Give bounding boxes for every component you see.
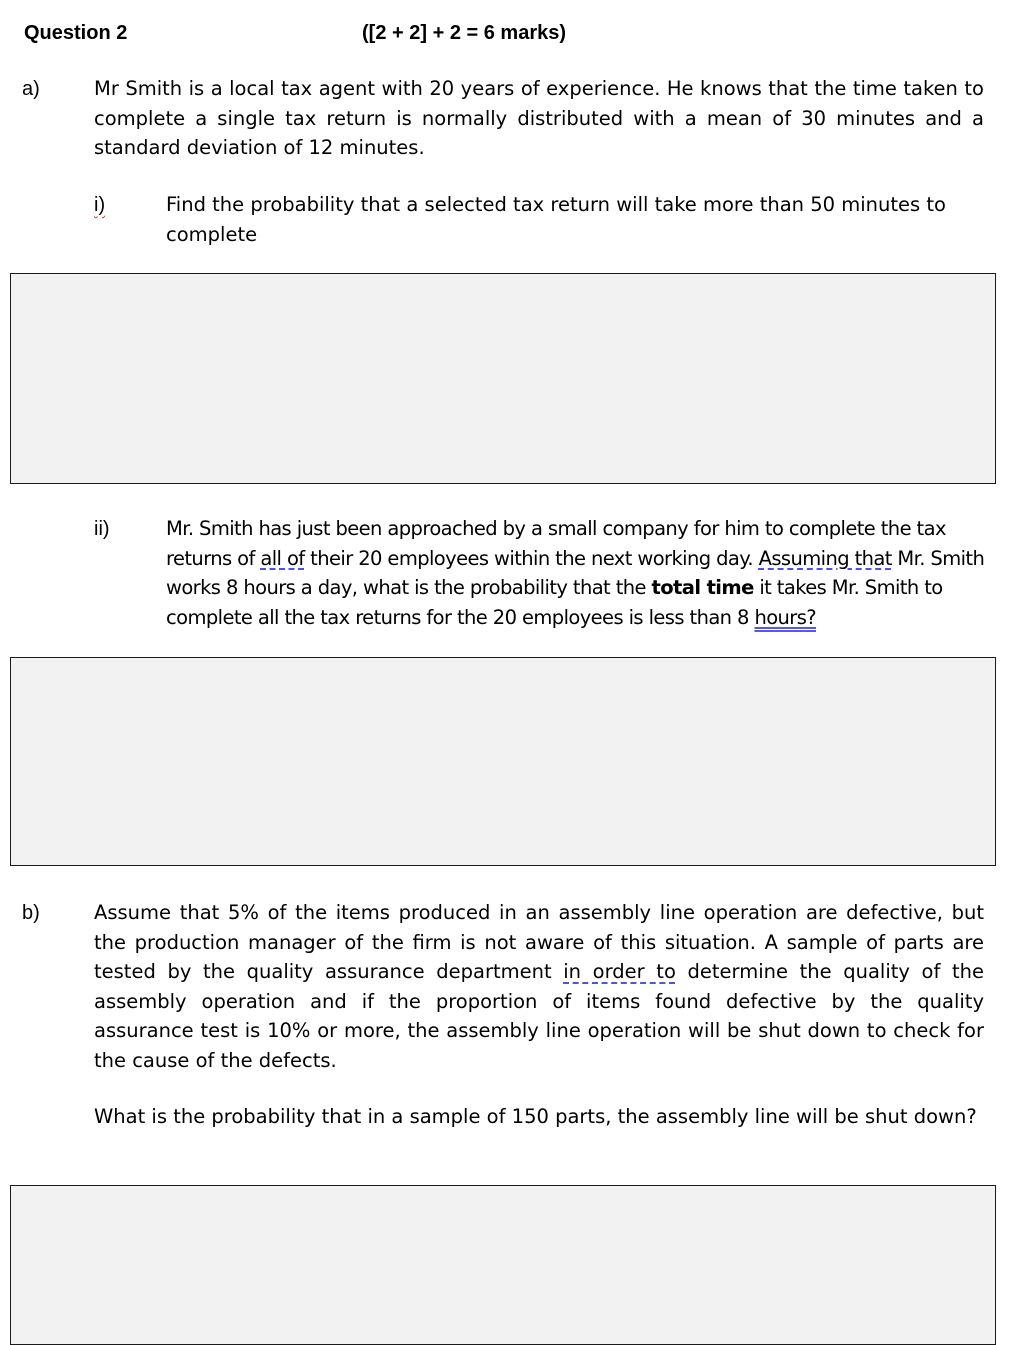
sub-ii-text-all-of: all of — [260, 546, 305, 570]
part-b-paragraph-2: What is the probability that in a sample of 150 parts, the assembly line will be shut down? — [94, 1105, 977, 1128]
question-title: Question 2 — [24, 22, 128, 44]
sub-ii-text-5: Mr. Smith works 8 hours a day, what is the probability that the — [166, 546, 985, 599]
part-a-label: a) — [22, 78, 40, 100]
part-a-intro: Mr Smith is a local tax agent with 20 years of experience. He knows that the time taken to complete a single tax return is normally distributed with a mean of 30 minutes and a standard deviation of 12 minutes. — [94, 77, 984, 159]
answer-box-a-ii[interactable] — [10, 657, 996, 866]
sub-ii-text-assuming-that: Assuming that — [758, 546, 892, 570]
part-b-text-3: determine the quality of the assembly operation and if the proportion of items found defective by the quality assurance test is 10% or more, the assembly line operation will be shut down to check for the cause of the defects. — [94, 960, 984, 1072]
sub-ii-text-hours: hours? — [754, 605, 817, 629]
sub-ii-text-6: it takes Mr. Smith to complete all the tax returns for the 20 employees is less than 8 — [166, 576, 943, 629]
part-b-label: b) — [22, 902, 40, 924]
part-b-paragraph-1 — [94, 898, 984, 1075]
sub-question-ii-label: ii) — [94, 518, 110, 540]
sub-question-i-label-text: i) — [94, 194, 106, 216]
sub-question-i-label — [94, 194, 105, 217]
sub-ii-text-1: Mr. Smith has just been approached by a small company for him to complete the tax returns of — [166, 517, 946, 570]
sub-ii-text-total-time: total time — [651, 576, 754, 599]
part-b-text-in-order-to: in order to — [563, 960, 676, 983]
sub-question-ii-text — [166, 514, 988, 632]
answer-box-a-i[interactable] — [10, 273, 996, 484]
part-b-text-1: Assume that 5% of the items produced in an assembly line operation are defective, but the production manager of the firm is not aware of this situation. A sample of parts are tested by the quality assurance department — [94, 901, 984, 983]
marks-allocation: ([2 + 2] + 2 = 6 marks) — [362, 22, 567, 44]
sub-ii-text-3: their 20 employees within the next working day. — [304, 546, 759, 570]
sub-question-i-text: Find the probability that a selected tax return will take more than 50 minutes to complete — [166, 193, 946, 246]
answer-box-b[interactable] — [10, 1185, 996, 1345]
